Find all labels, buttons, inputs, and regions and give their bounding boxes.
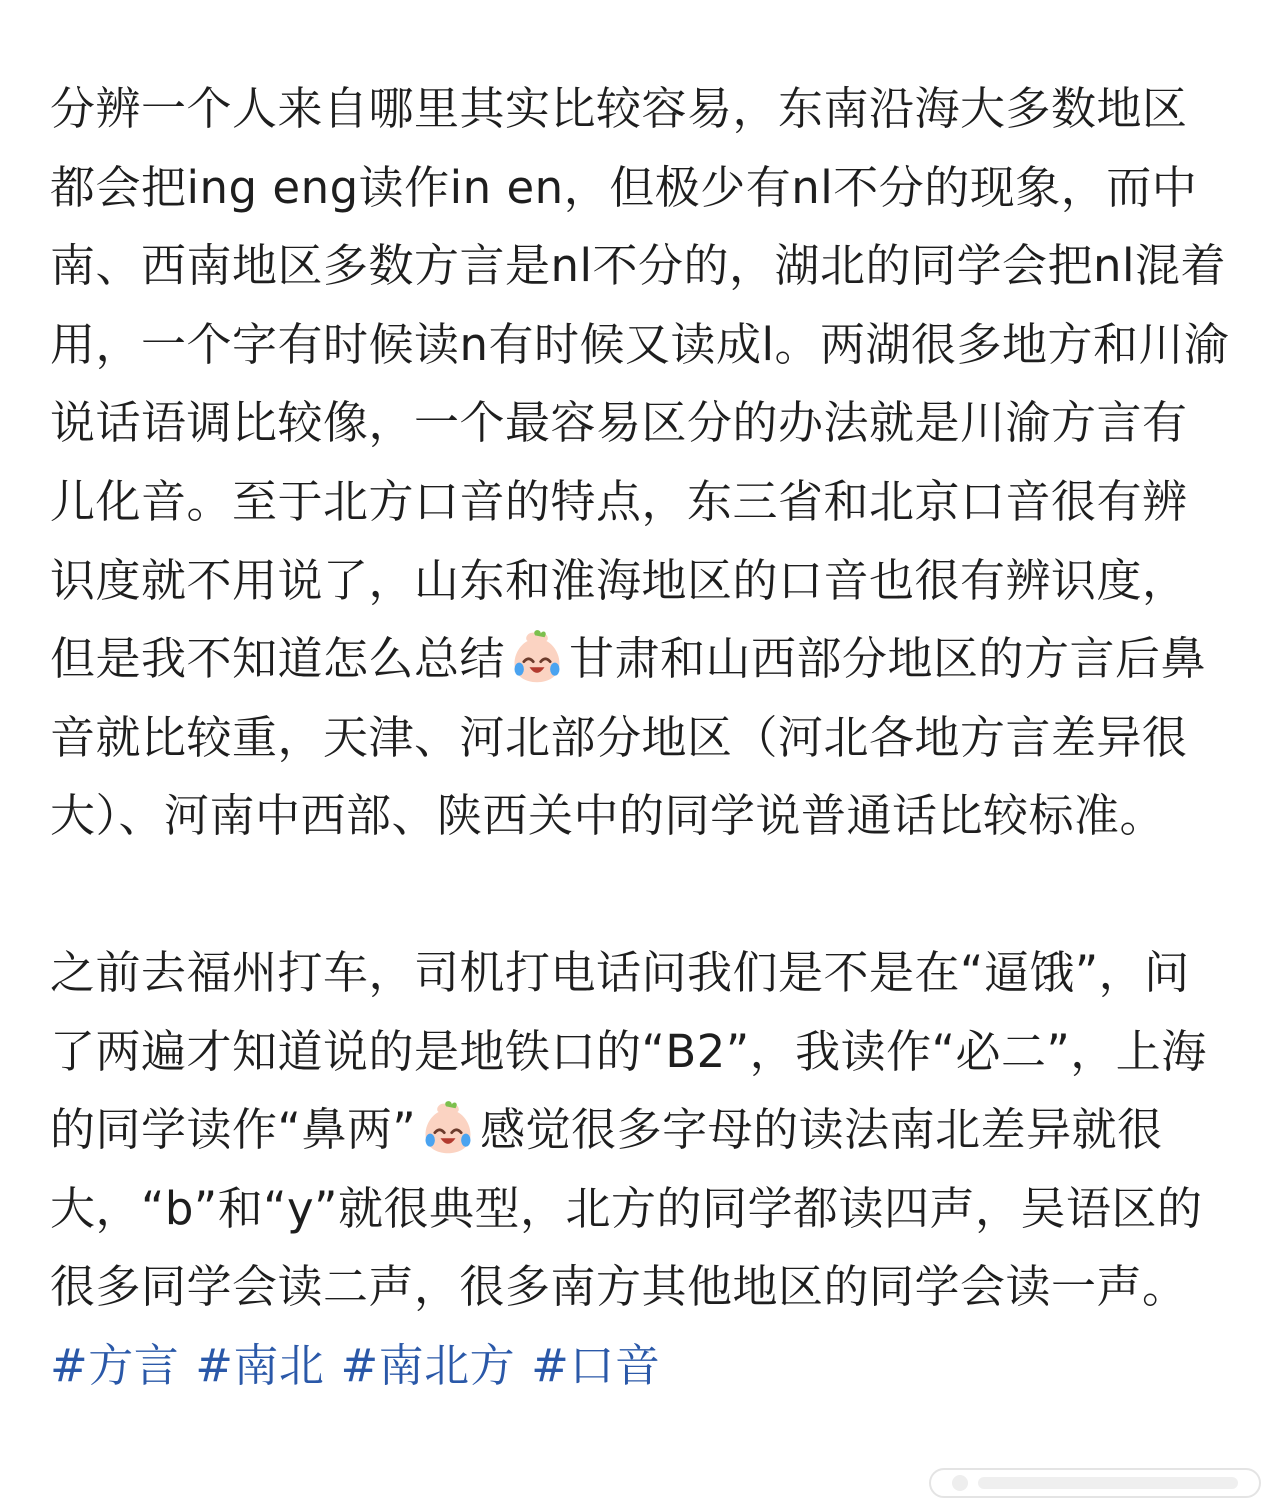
paragraph-1-text-part-2: 甘肃和山西部分地区的方言后鼻音就比较重，天津、河北部分地区（河北各地方言差异很大）、河南中西部、陕西关中的同学说普通话比较标准。 [50, 632, 1207, 843]
hashtag-link-dialect[interactable]: #方言 [50, 1338, 180, 1392]
paragraph-1-text-part-1: 分辨一个人来自哪里其实比较容易，东南沿海大多数地区都会把ing eng读作in en，但极少有nl不分的现象，而中南、西南地区多数方言是nl不分的，湖北的同学会把nl混着用，一个字有时候读n有时候又读成l。两湖很多地方和川渝说话语调比较像，一个最容易区分的办法就是川渝方言有儿化音。至于北方口音的特点，东三省和北京口音很有辨识度就不用说了，山东和淮海地区的口音也很有辨识度，但是我不知道怎么总结 [50, 82, 1230, 686]
hashtag-link-north-south-regions[interactable]: #南北方 [340, 1338, 516, 1392]
laughing-crying-emoji-icon [507, 626, 567, 686]
paragraph-2-text-part-1: 之前去福州打车，司机打电话问我们是不是在“逼饿”，问了两遍才知道说的是地铁口的“B2”，我读作“必二”，上海的同学读作“鼻两” [50, 945, 1207, 1157]
hashtag-link-south-north[interactable]: #南北 [195, 1338, 325, 1392]
hashtag-list [50, 1339, 676, 1392]
watermark-graphic [870, 1465, 1270, 1501]
hashtag-link-accent[interactable]: #口音 [531, 1338, 661, 1392]
post-paragraph-1 [50, 70, 1230, 856]
paragraph-2-text-part-2: 感觉很多字母的读法南北差异就很大，“b”和“y”就很典型，北方的同学都读四声，吴语区的很多同学会读二声，很多南方其他地区的同学会读一声。 [50, 1103, 1203, 1314]
laughing-crying-emoji-icon [418, 1097, 478, 1157]
post-body [50, 70, 1230, 1406]
post-paragraph-2 [50, 934, 1230, 1406]
